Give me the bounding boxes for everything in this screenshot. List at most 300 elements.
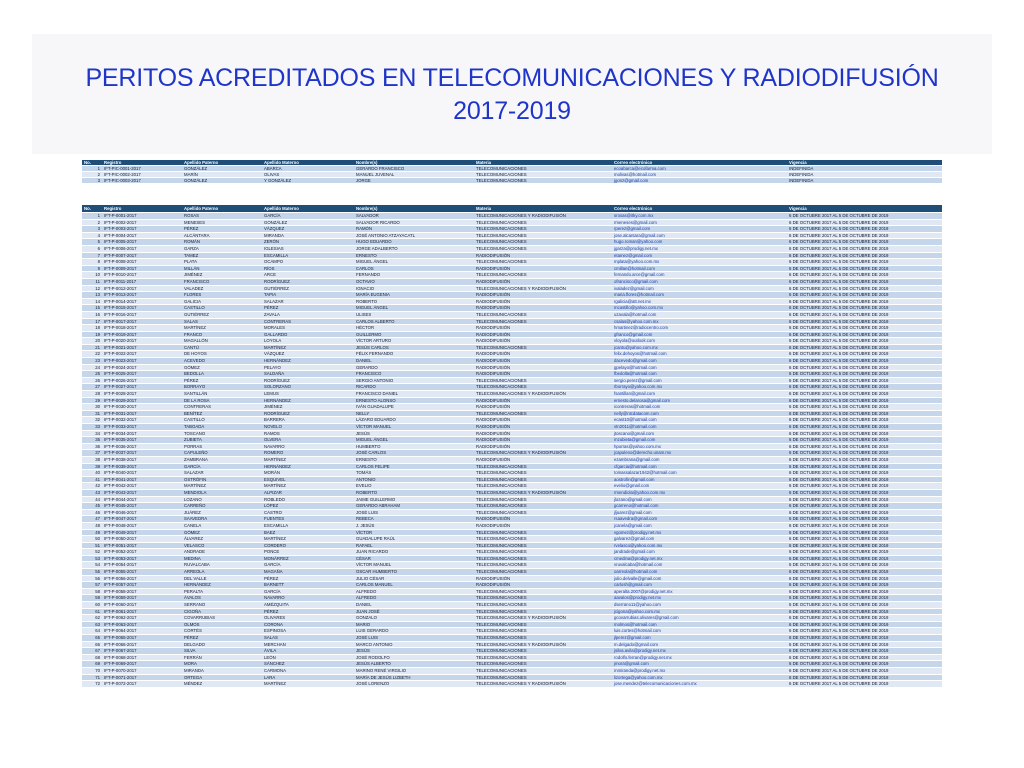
col-apellido-materno: RODRÍGUEZ (262, 410, 354, 417)
col-materia: RADIODIFUSIÓN (474, 292, 612, 299)
col-nombre: MANUEL JUVENAL (354, 172, 474, 178)
col-correo[interactable]: gpelayo@hotmail.com (612, 364, 787, 371)
col-apellido-materno: ESPINOSA (262, 628, 354, 635)
col-correo[interactable]: dserrano11@yahoo.com (612, 602, 787, 609)
col-correo[interactable]: rgalicia@att.net.mx (612, 298, 787, 305)
col-apellido-materno: RÍOS (262, 265, 354, 272)
col-number: 21 (82, 344, 102, 351)
col-vigencia: 6 DE OCTUBRE 2017 AL 5 DE OCTUBRE DE 2019 (787, 648, 942, 655)
col-correo[interactable]: tomassalazar1942@hotmail.com (612, 470, 787, 477)
col-apellido-materno: BAEZ (262, 529, 354, 536)
col-materia: TELECOMUNICACIONES (474, 542, 612, 549)
col-materia: TELECOMUNICACIONES Y RADIODIFUSIÓN (474, 641, 612, 648)
col-materia: RADIODIFUSIÓN (474, 252, 612, 259)
col-apellido-paterno: MIRANDA (182, 667, 262, 674)
table-row (82, 641, 942, 648)
col-correo[interactable]: cmillan@hotmail.com (612, 265, 787, 272)
col-materia: TELECOMUNICACIONES (474, 562, 612, 569)
col-correo[interactable]: carlosh@gmail.com (612, 582, 787, 589)
col-correo[interactable]: lizortega@yahoo.com.mx (612, 674, 787, 681)
col-correo[interactable]: vtn2011@hotmail.com (612, 424, 787, 431)
col-materia: RADIODIFUSIÓN (474, 265, 612, 272)
table-row (82, 628, 942, 635)
table-row (82, 430, 942, 437)
col-materia: TELECOMUNICACIONES (474, 628, 612, 635)
col-correo[interactable]: rmeneses@gmail.com (612, 219, 787, 226)
col-nombre: OSCAR HUMBERTO (354, 569, 474, 576)
header-col-number: No. (82, 205, 102, 213)
col-registro: IFT-P-0030-2017 (102, 404, 182, 411)
col-correo[interactable]: jcantu@yahoo.com.mx (612, 344, 787, 351)
col-correo[interactable]: rvelasco@yahoo.com.mx (612, 542, 787, 549)
col-apellido-paterno: PERALTA (182, 588, 262, 595)
col-nombre: IVÁN GUADALUPE (354, 404, 474, 411)
col-apellido-paterno: SILVA (182, 648, 262, 655)
col-vigencia: 6 DE OCTUBRE 2017 AL 5 DE OCTUBRE DE 2019 (787, 259, 942, 266)
col-number: 23 (82, 358, 102, 365)
col-registro: IFT-P-0001-2017 (102, 213, 182, 220)
col-materia: TELECOMUNICACIONES (474, 239, 612, 246)
col-apellido-materno: BARRERA (262, 417, 354, 424)
col-number: 12 (82, 285, 102, 292)
col-correo[interactable]: oarreola@hotmail.com (612, 569, 787, 576)
col-nombre: VÍCTOR ARTURO (354, 338, 474, 345)
col-nombre: CARLOS FELIPE (354, 463, 474, 470)
title-line-2: 2017-2019 (453, 97, 571, 125)
col-apellido-materno: CORONA (262, 621, 354, 628)
col-materia: RADIODIFUSIÓN (474, 443, 612, 450)
col-correo[interactable]: aavalos@prodigy.net.mx (612, 595, 787, 602)
col-apellido-materno: BARNETT (262, 582, 354, 589)
col-materia: TELECOMUNICACIONES (474, 219, 612, 226)
col-correo[interactable]: csalas@yahoo.com.mx (612, 318, 787, 325)
col-number: 43 (82, 489, 102, 496)
table-row (82, 463, 942, 470)
col-nombre: GERARDO (354, 364, 474, 371)
col-correo[interactable]: jgarza@prodigy.net.mx (612, 245, 787, 252)
col-apellido-materno: ESCAMILLA (262, 252, 354, 259)
col-vigencia: 6 DE OCTUBRE 2017 AL 5 DE OCTUBRE DE 2019 (787, 245, 942, 252)
col-correo[interactable]: rodolfo.ferran@prodigy.net.mx (612, 654, 787, 661)
col-number: 37 (82, 450, 102, 457)
col-registro: IFT-P-0047-2017 (102, 516, 182, 523)
col-correo[interactable]: ecoabarca@ecofarma.com (612, 166, 787, 172)
col-nombre: ALFREDO (354, 588, 474, 595)
col-number: 30 (82, 404, 102, 411)
col-number: 10 (82, 272, 102, 279)
col-correo[interactable]: vgomez@prodigy.net.mx (612, 529, 787, 536)
col-vigencia: 6 DE OCTUBRE 2017 AL 5 DE OCTUBRE DE 2019 (787, 588, 942, 595)
col-nombre: MIGUEL ÁNGEL (354, 305, 474, 312)
col-correo[interactable]: fsantillan@gmail.com (612, 391, 787, 398)
table-row (82, 213, 942, 220)
col-correo[interactable]: ivaladez@gmail.com (612, 285, 787, 292)
table-row (82, 226, 942, 233)
col-vigencia: INDEFINIDA (787, 172, 942, 178)
table-row (82, 648, 942, 655)
col-correo[interactable]: dacevedo@gmail.com (612, 358, 787, 365)
col-correo[interactable]: jose.mendez@telecomunicaciones.com.mx (612, 681, 787, 688)
col-nombre: JORGE ADALBERTO (354, 245, 474, 252)
col-correo[interactable]: mmiranda@prodigy.net.mx (612, 667, 787, 674)
table-row (82, 549, 942, 556)
col-apellido-paterno: SANTILLÁN (182, 391, 262, 398)
col-number: 3 (82, 178, 102, 184)
col-number: 19 (82, 331, 102, 338)
col-materia: TELECOMUNICACIONES (474, 635, 612, 642)
col-correo[interactable]: fernando.arce@gmail.com (612, 272, 787, 279)
col-apellido-materno: IGLESIAS (262, 245, 354, 252)
col-vigencia: 6 DE OCTUBRE 2017 AL 5 DE OCTUBRE DE 2019 (787, 615, 942, 622)
col-materia: TELECOMUNICACIONES (474, 503, 612, 510)
col-number: 65 (82, 635, 102, 642)
col-correo[interactable]: jcapuleno@derecho.unam.mx (612, 450, 787, 457)
col-correo[interactable]: mzubieta@gmail.com (612, 437, 787, 444)
col-apellido-paterno: CASTILLO (182, 305, 262, 312)
table-row (82, 608, 942, 615)
table-row (82, 654, 942, 661)
col-apellido-paterno: BEDOLLA (182, 371, 262, 378)
col-materia: RADIODIFUSIÓN (474, 278, 612, 285)
col-correo[interactable]: hugo.roman@yahoo.com (612, 239, 787, 246)
table-row (82, 667, 942, 674)
col-registro: IFT-P-0016-2017 (102, 311, 182, 318)
col-registro: IFT-P-0037-2017 (102, 450, 182, 457)
col-materia: TELECOMUNICACIONES (474, 311, 612, 318)
col-materia: TELECOMUNICACIONES Y RADIODIFUSIÓN (474, 681, 612, 688)
col-registro: IFT-P-0058-2017 (102, 588, 182, 595)
col-correo[interactable]: rborrayo@yahoo.com.mx (612, 384, 787, 391)
col-correo[interactable]: jgonz@gmail.com (612, 178, 787, 184)
col-number: 39 (82, 463, 102, 470)
col-apellido-paterno: MEDINA (182, 555, 262, 562)
col-apellido-paterno: GALICIA (182, 298, 262, 305)
col-vigencia: 6 DE OCTUBRE 2017 AL 5 DE OCTUBRE DE 2019 (787, 377, 942, 384)
col-nombre: GUILLERMO (354, 331, 474, 338)
table-row (82, 305, 942, 312)
col-correo[interactable]: jlperez@gmail.com (612, 635, 787, 642)
col-correo[interactable]: etamez@gmail.com (612, 252, 787, 259)
col-materia: TELECOMUNICACIONES (474, 470, 612, 477)
col-materia: TELECOMUNICACIONES (474, 245, 612, 252)
col-vigencia: 6 DE OCTUBRE 2017 AL 5 DE OCTUBRE DE 2019 (787, 456, 942, 463)
col-number: 48 (82, 522, 102, 529)
col-materia: TELECOMUNICACIONES (474, 410, 612, 417)
col-vigencia: 6 DE OCTUBRE 2017 AL 5 DE OCTUBRE DE 2019 (787, 681, 942, 688)
col-number: 25 (82, 371, 102, 378)
col-correo[interactable]: aperalta.2007@prodigy.net.mx (612, 588, 787, 595)
col-vigencia: 6 DE OCTUBRE 2017 AL 5 DE OCTUBRE DE 2019 (787, 213, 942, 220)
col-vigencia: 6 DE OCTUBRE 2017 AL 5 DE OCTUBRE DE 2019 (787, 555, 942, 562)
col-correo[interactable]: ecast10@hotmail.com (612, 417, 787, 424)
col-nombre: CARLOS ALBERTO (354, 318, 474, 325)
col-correo[interactable]: srosas@itky.com.mx (612, 213, 787, 220)
header-col-apellido-materno: Apellido Materno (262, 205, 354, 213)
col-registro: IFT-P-0035-2017 (102, 437, 182, 444)
col-correo[interactable]: jsilva.avila@prodigy.net.mx (612, 648, 787, 655)
col-vigencia: 6 DE OCTUBRE 2017 AL 5 DE OCTUBRE DE 2019 (787, 674, 942, 681)
col-apellido-paterno: OSTRÓFIN (182, 476, 262, 483)
col-number: 40 (82, 470, 102, 477)
col-correo[interactable]: gfranco@gmail.com (612, 331, 787, 338)
col-nombre: ERNESTO ALONSO (354, 397, 474, 404)
col-correo[interactable]: mplata@yahoo.com.mx (612, 259, 787, 266)
col-materia: TELECOMUNICACIONES (474, 318, 612, 325)
col-registro: IFT-P-0002-2017 (102, 219, 182, 226)
table-row (82, 358, 942, 365)
col-nombre: FRANCISCO DANIEL (354, 391, 474, 398)
col-registro: IFT-P-0069-2017 (102, 661, 182, 668)
col-correo[interactable]: galvarez@gmail.com (612, 536, 787, 543)
col-number: 22 (82, 351, 102, 358)
col-apellido-paterno: ROMÁN (182, 239, 262, 246)
col-correo[interactable]: jcanela@gmail.com (612, 522, 787, 529)
col-correo[interactable]: ezambrana@gmail.com (612, 456, 787, 463)
col-apellido-materno: OLVERA (262, 437, 354, 444)
col-apellido-materno: MARTÍNEZ (262, 681, 354, 688)
col-nombre: GUADALUPE RAÚL (354, 536, 474, 543)
col-registro: IFT-P-0024-2017 (102, 364, 182, 371)
header-col-vigencia: Vigencia (787, 205, 942, 213)
col-vigencia: 6 DE OCTUBRE 2017 AL 5 DE OCTUBRE DE 2019 (787, 371, 942, 378)
col-apellido-materno: RODRÍGUEZ (262, 377, 354, 384)
col-vigencia: 6 DE OCTUBRE 2017 AL 5 DE OCTUBRE DE 2019 (787, 437, 942, 444)
col-correo[interactable]: julio.delvalle@gmail.com (612, 575, 787, 582)
col-apellido-paterno: ÁLVAREZ (182, 536, 262, 543)
col-correo[interactable]: ofrancisco@gmail.com (612, 278, 787, 285)
col-registro: IFT-P-0065-2017 (102, 635, 182, 642)
col-materia: RADIODIFUSIÓN (474, 364, 612, 371)
col-materia: TELECOMUNICACIONES Y RADIODIFUSIÓN (474, 615, 612, 622)
col-apellido-materno: ALPIZAR (262, 489, 354, 496)
col-registro: IFT-P-0012-2017 (102, 285, 182, 292)
col-materia: TELECOMUNICACIONES (474, 549, 612, 556)
header-col-apellido-paterno: Apellido Paterno (182, 205, 262, 213)
col-registro: IFT-P-0005-2017 (102, 239, 182, 246)
col-vigencia: 6 DE OCTUBRE 2017 AL 5 DE OCTUBRE DE 2019 (787, 641, 942, 648)
col-vigencia: 6 DE OCTUBRE 2017 AL 5 DE OCTUBRE DE 2019 (787, 621, 942, 628)
col-correo[interactable]: rperez@gmail.com (612, 226, 787, 233)
col-registro: IFT-P-0031-2017 (102, 410, 182, 417)
col-number: 58 (82, 588, 102, 595)
col-nombre: RICARDO (354, 384, 474, 391)
col-materia: TELECOMUNICACIONES (474, 595, 612, 602)
col-nombre: FERNANDO (354, 272, 474, 279)
col-correo[interactable]: jljuarez@gmail.com (612, 509, 787, 516)
table-row (82, 351, 942, 358)
table-row (82, 292, 942, 299)
header-col-materia: Materia (474, 205, 612, 213)
col-correo[interactable]: vruvalcaba@hotmail.com (612, 562, 787, 569)
col-correo[interactable]: cmedina@prodigy.net.mx (612, 555, 787, 562)
col-nombre: CÉSAR (354, 555, 474, 562)
col-correo[interactable]: vloyola@outlook.com (612, 338, 787, 345)
col-vigencia: 6 DE OCTUBRE 2017 AL 5 DE OCTUBRE DE 2019 (787, 575, 942, 582)
col-apellido-paterno: FRANCISCO (182, 278, 262, 285)
col-materia: TELECOMUNICACIONES (474, 608, 612, 615)
col-apellido-paterno: MARÍN (182, 172, 262, 178)
col-number: 59 (82, 595, 102, 602)
table-row (82, 602, 942, 609)
col-nombre: JOSÉ LUIS (354, 635, 474, 642)
col-correo[interactable]: m.delgado@gmail.com (612, 641, 787, 648)
col-correo[interactable]: molmos@hotmail.com (612, 621, 787, 628)
col-correo[interactable]: maria.flores@hotmail.com (612, 292, 787, 299)
col-materia: TELECOMUNICACIONES (474, 536, 612, 543)
col-correo[interactable]: sergio.perez@gmail.com (612, 377, 787, 384)
col-vigencia: 6 DE OCTUBRE 2017 AL 5 DE OCTUBRE DE 2019 (787, 595, 942, 602)
col-apellido-materno: PELAYO (262, 364, 354, 371)
col-apellido-materno: TAPIA (262, 292, 354, 299)
col-vigencia: 6 DE OCTUBRE 2017 AL 5 DE OCTUBRE DE 2019 (787, 344, 942, 351)
col-number: 44 (82, 496, 102, 503)
col-correo[interactable]: felix.dehoyos@hotmail.com (612, 351, 787, 358)
table-row (82, 450, 942, 457)
col-apellido-paterno: SALAZAR (182, 470, 262, 477)
col-materia: TELECOMUNICACIONES Y RADIODIFUSIÓN (474, 489, 612, 496)
col-registro: IFT-P-0015-2017 (102, 305, 182, 312)
col-registro: IFT-P-0022-2017 (102, 351, 182, 358)
col-apellido-paterno: ORTEGA (182, 674, 262, 681)
col-correo[interactable]: hporras@yahoo.com.mx (612, 443, 787, 450)
col-correo[interactable]: luis.cortes@hotmail.com (612, 628, 787, 635)
col-materia: RADIODIFUSIÓN (474, 424, 612, 431)
col-correo[interactable]: evelio@gmail.com (612, 483, 787, 490)
col-vigencia: 6 DE OCTUBRE 2017 AL 5 DE OCTUBRE DE 2019 (787, 450, 942, 457)
col-correo[interactable]: cfgarcia@hotmail.com (612, 463, 787, 470)
col-apellido-materno: ESQUIVEL (262, 476, 354, 483)
col-materia: RADIODIFUSIÓN (474, 351, 612, 358)
col-apellido-materno: MONÁRREZ (262, 555, 354, 562)
col-number: 13 (82, 292, 102, 299)
header-col-materia: Materia (474, 160, 612, 166)
col-registro: IFT-P-0053-2017 (102, 555, 182, 562)
col-registro: IFT-P-0046-2017 (102, 509, 182, 516)
col-correo[interactable]: hmartinez@radiocentro.com (612, 325, 787, 332)
col-correo[interactable]: jose.alcantara@gmail.com (612, 232, 787, 239)
col-vigencia: 6 DE OCTUBRE 2017 AL 5 DE OCTUBRE DE 2019 (787, 325, 942, 332)
col-number: 20 (82, 338, 102, 345)
col-registro: IFT-P-0004-2017 (102, 232, 182, 239)
col-vigencia: 6 DE OCTUBRE 2017 AL 5 DE OCTUBRE DE 2019 (787, 635, 942, 642)
col-registro: IFT-P-0043-2017 (102, 489, 182, 496)
col-materia: TELECOMUNICACIONES Y RADIODIFUSIÓN (474, 285, 612, 292)
col-apellido-paterno: VALADEZ (182, 285, 262, 292)
table-row (82, 470, 942, 477)
col-number: 53 (82, 555, 102, 562)
col-correo[interactable]: jtoscano@gmail.com (612, 430, 787, 437)
col-materia: TELECOMUNICACIONES Y RADIODIFUSIÓN (474, 213, 612, 220)
col-materia: RADIODIFUSIÓN (474, 430, 612, 437)
col-correo[interactable]: rsaavedra@gmail.com (612, 516, 787, 523)
table-row (82, 364, 942, 371)
col-apellido-materno: VÁZQUEZ (262, 226, 354, 233)
col-nombre: VÍCTOR (354, 529, 474, 536)
col-nombre: MARIO (354, 621, 474, 628)
col-registro: IFT-P-0019-2017 (102, 331, 182, 338)
col-apellido-materno: SOLORZANO (262, 384, 354, 391)
col-number: 2 (82, 172, 102, 178)
col-materia: TELECOMUNICACIONES (474, 588, 612, 595)
table-row (82, 311, 942, 318)
col-nombre: MIGUEL ÁNGEL (354, 437, 474, 444)
col-registro: IFT-P-0028-2017 (102, 391, 182, 398)
col-vigencia: 6 DE OCTUBRE 2017 AL 5 DE OCTUBRE DE 2019 (787, 476, 942, 483)
col-apellido-paterno: GONZÁLEZ (182, 178, 262, 184)
col-vigencia: 6 DE OCTUBRE 2017 AL 5 DE OCTUBRE DE 2019 (787, 338, 942, 345)
col-number: 34 (82, 430, 102, 437)
col-correo[interactable]: jlozano@gmail.com (612, 496, 787, 503)
col-correo[interactable]: jandrade@gmail.com (612, 549, 787, 556)
table-row (82, 595, 942, 602)
col-apellido-paterno: BENÍTEZ (182, 410, 262, 417)
col-nombre: HÉCTOR (354, 325, 474, 332)
table-row (82, 674, 942, 681)
col-materia: RADIODIFUSIÓN (474, 417, 612, 424)
col-apellido-materno: JIMÉNEZ (262, 404, 354, 411)
col-vigencia: 6 DE OCTUBRE 2017 AL 5 DE OCTUBRE DE 2019 (787, 542, 942, 549)
col-materia: RADIODIFUSIÓN (474, 325, 612, 332)
col-nombre: ROBERTO (354, 489, 474, 496)
col-correo[interactable]: jmora@gmail.com (612, 661, 787, 668)
col-nombre: VÍCTOR MANUEL (354, 424, 474, 431)
col-correo[interactable]: aostrofin@gmail.com (612, 476, 787, 483)
col-registro: IFT-P-0025-2017 (102, 371, 182, 378)
col-nombre: MARCO ANTONIO (354, 641, 474, 648)
col-registro: IFT-P-0060-2017 (102, 602, 182, 609)
col-number: 16 (82, 311, 102, 318)
col-registro: IFT-P-0066-2017 (102, 641, 182, 648)
col-correo[interactable]: jcigona@yahoo.com.mx (612, 608, 787, 615)
col-correo[interactable]: nelly@ntcdatacom.com (612, 410, 787, 417)
col-apellido-materno: SALDAÑA (262, 371, 354, 378)
col-correo[interactable]: fbedolla@hotmail.com (612, 371, 787, 378)
col-apellido-materno: OCAMPO (262, 259, 354, 266)
col-nombre: JOSÉ LUIS (354, 509, 474, 516)
col-apellido-paterno: ACEVEDO (182, 358, 262, 365)
table-row (82, 635, 942, 642)
col-correo[interactable]: gcarreno@hotmail.com (612, 503, 787, 510)
col-apellido-paterno: SAAVEDRA (182, 516, 262, 523)
col-correo[interactable]: ernesto.delarosa@gmail.com (612, 397, 787, 404)
col-correo[interactable]: molivas@hotmail.com (612, 172, 787, 178)
col-nombre: JOSÉ CARLOS (354, 450, 474, 457)
col-apellido-paterno: ZAMBRANA (182, 456, 262, 463)
col-number: 32 (82, 417, 102, 424)
col-number: 52 (82, 549, 102, 556)
col-correo[interactable]: uzavala@hotmail.com (612, 311, 787, 318)
col-apellido-materno: ZAVALA (262, 311, 354, 318)
col-apellido-paterno: PÉREZ (182, 635, 262, 642)
col-apellido-materno: LEÓN (262, 654, 354, 661)
col-correo[interactable]: rmendiola@yahoo.com.mx (612, 489, 787, 496)
col-apellido-paterno: DEL VALLE (182, 575, 262, 582)
col-apellido-paterno: GARCÍA (182, 463, 262, 470)
col-registro: IFT-P-0034-2017 (102, 430, 182, 437)
col-nombre: DANIEL (354, 358, 474, 365)
col-vigencia: 6 DE OCTUBRE 2017 AL 5 DE OCTUBRE DE 2019 (787, 219, 942, 226)
col-correo[interactable]: icontreras@hotmail.com (612, 404, 787, 411)
col-apellido-paterno: CONTRERAS (182, 404, 262, 411)
col-correo[interactable]: mcastillo@yahoo.com.mx (612, 305, 787, 312)
col-apellido-paterno: DE LA ROSA (182, 397, 262, 404)
col-materia: TELECOMUNICACIONES (474, 661, 612, 668)
header-col-vigencia: Vigencia (787, 160, 942, 166)
col-correo[interactable]: gcovarrubias.olivares@gmail.com (612, 615, 787, 622)
col-registro: IFT-P-0023-2017 (102, 358, 182, 365)
col-vigencia: 6 DE OCTUBRE 2017 AL 5 DE OCTUBRE DE 2019 (787, 292, 942, 299)
col-number: 36 (82, 443, 102, 450)
